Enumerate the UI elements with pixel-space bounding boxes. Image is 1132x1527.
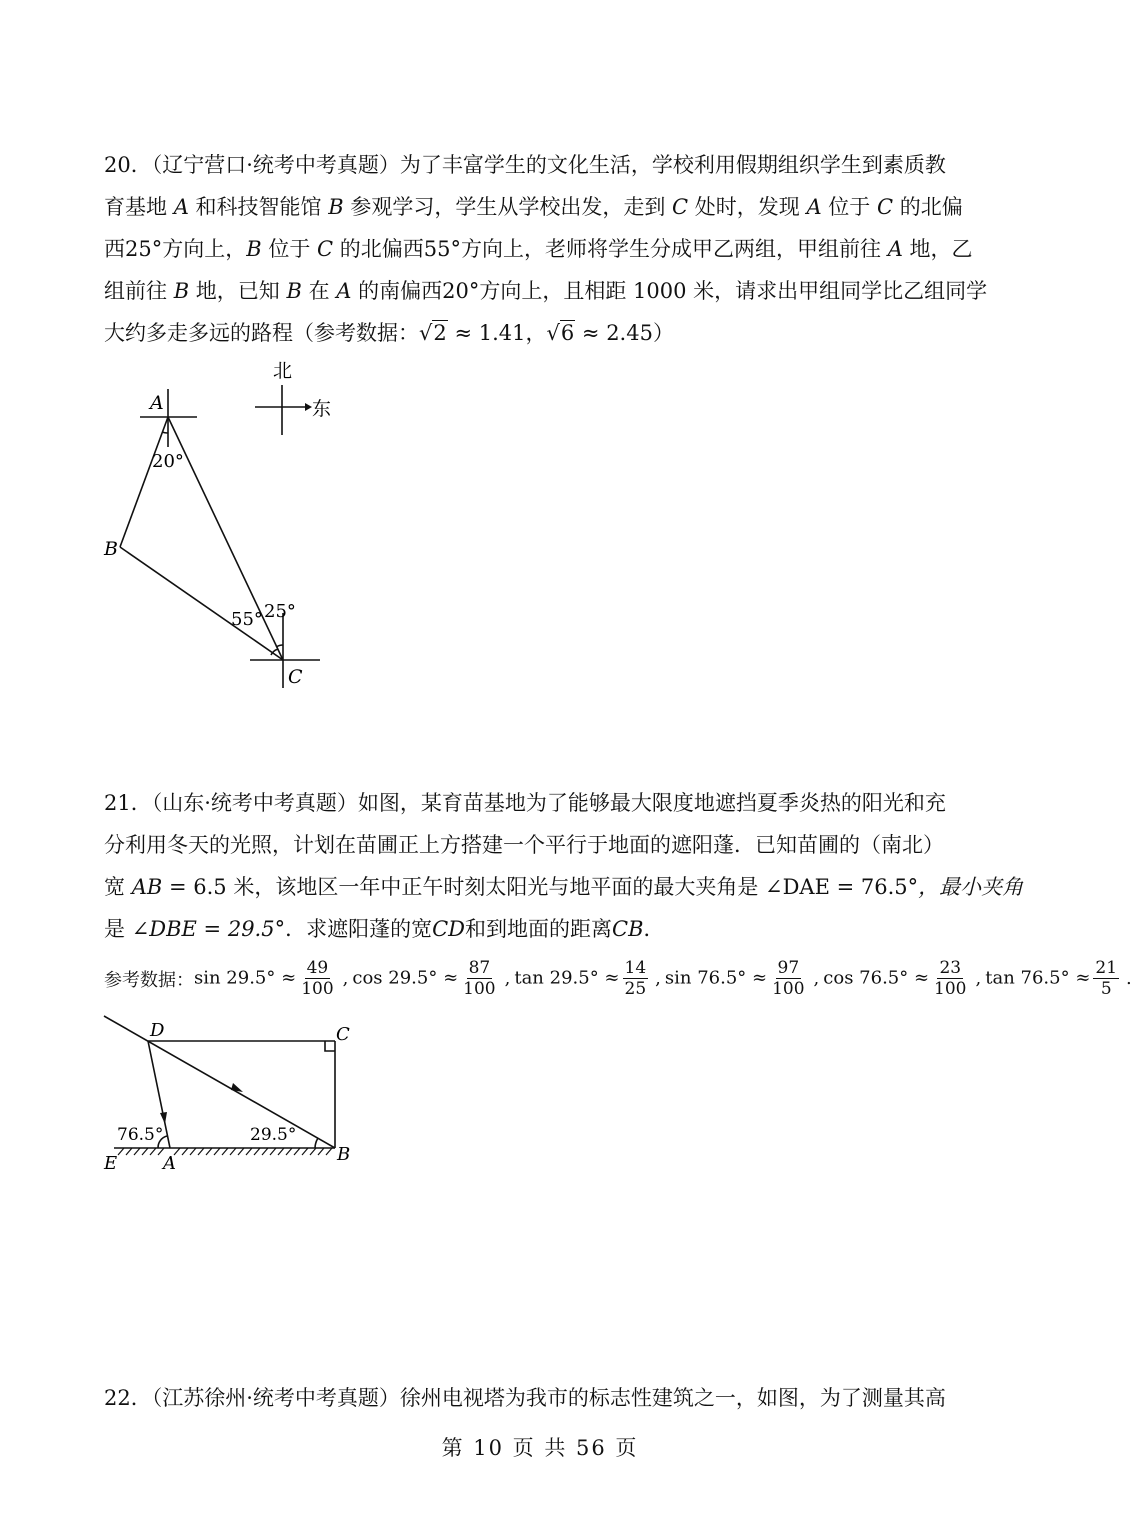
numerator: 14	[624, 958, 647, 978]
q21-var: AB	[131, 875, 163, 899]
fraction	[623, 958, 649, 999]
question-21	[104, 782, 1024, 950]
q20-t: 育基地	[104, 195, 174, 219]
q21-var: CB	[612, 917, 644, 941]
label-a: A	[163, 1153, 176, 1174]
q20-t: ≈ 1.41，	[447, 321, 547, 345]
page-footer: 第 10 页 共 56 页	[441, 1436, 639, 1460]
ref-fn: cos 76.5° ≈	[823, 967, 930, 989]
ref-fn: sin 29.5° ≈	[194, 967, 297, 989]
segment-bc	[120, 547, 283, 660]
radicand: 6	[560, 321, 575, 345]
q20-number: 20	[104, 153, 131, 177]
q21-t: 是	[104, 917, 132, 941]
radicand: 2	[433, 321, 447, 345]
ref-fn: tan 29.5° ≈	[514, 967, 620, 989]
q21-math: ∠DBE = 29.5°	[131, 917, 286, 941]
q20-t: 的南偏西20°方向上，且相距 1000 米，请求出甲组同学比乙组同学	[351, 279, 988, 303]
label-e: E	[104, 1153, 118, 1174]
arrow-icon	[231, 1083, 243, 1092]
denominator: 100	[934, 979, 967, 999]
q21-line-4	[104, 908, 984, 950]
q21-source: （山东·统考中考真题）	[151, 791, 358, 815]
q20-var: C	[672, 195, 689, 219]
ref-item	[985, 958, 1122, 999]
angle-label-c1: 55°	[231, 609, 263, 630]
fraction	[932, 958, 968, 999]
q22-line-1: 22．（江苏徐州·统考中考真题）徐州电视塔为我市的标志性建筑之一，如图，为了测量其高	[104, 1386, 946, 1410]
q21-figure	[100, 1012, 370, 1177]
label-b: B	[337, 1144, 351, 1165]
question-22	[104, 1377, 984, 1419]
fraction	[1093, 958, 1119, 999]
q22-source: （江苏徐州·统考中考真题）	[151, 1386, 400, 1410]
compass-north-label: 北	[273, 360, 293, 382]
q21-t: ．	[643, 917, 665, 941]
label-b: B	[104, 538, 118, 560]
ref-item	[514, 958, 651, 999]
separator: ,	[504, 968, 511, 989]
ref-end: .	[1126, 968, 1132, 989]
q21-t: 和到地面的距离	[465, 917, 612, 941]
q20-t: 和科技智能馆	[188, 195, 329, 219]
q21-text-1: 如图，某育苗基地为了能够最大限度地遮挡夏季炎热的阳光和充	[357, 791, 946, 815]
denominator: 25	[624, 979, 647, 999]
ref-label: 参考数据：	[104, 969, 194, 991]
arrow-icon	[160, 1112, 167, 1124]
numerator: 49	[306, 958, 329, 978]
q20-var: B	[173, 279, 190, 303]
q20-t: 位于	[261, 237, 318, 261]
compass-arrow-icon	[305, 403, 312, 411]
segment-ac	[168, 417, 283, 660]
separator: ,	[655, 968, 661, 989]
question-20	[104, 144, 988, 354]
q20-t: 参观学习，学生从学校出发，走到	[343, 195, 673, 219]
denominator: 100	[301, 979, 334, 999]
ref-item	[823, 958, 971, 999]
q20-var: A	[887, 237, 903, 261]
q20-line-2	[104, 186, 984, 228]
q21-line-2: 分利用冬天的光照，计划在苗圃正上方搭建一个平行于地面的遮阳蓬．已知苗圃的（南北）	[104, 833, 944, 857]
q21-t: = 6.5 米，该地区一年中正午时刻太阳光与地平面的最大夹角是	[162, 875, 765, 899]
numerator: 87	[468, 958, 491, 978]
angle-label-a: 20°	[152, 451, 184, 472]
ref-fn: tan 76.5° ≈	[985, 967, 1091, 989]
q21-var: CD	[432, 917, 465, 941]
fraction	[770, 958, 806, 999]
q20-t: 组前往	[104, 279, 174, 303]
q20-t: 位于	[821, 195, 877, 219]
q20-var: C	[876, 195, 894, 219]
label-d: D	[150, 1020, 165, 1041]
q21-math: ，最小夹角	[918, 875, 1024, 899]
q20-var: A	[173, 195, 189, 219]
q20-figure	[100, 355, 360, 695]
q20-t: 地，乙	[902, 237, 973, 261]
q20-t: 地，已知	[189, 279, 287, 303]
angle-label-a: 76.5°	[117, 1125, 164, 1145]
ref-item	[352, 958, 500, 999]
denominator: 100	[463, 979, 496, 999]
q22-text-1: 徐州电视塔为我市的标志性建筑之一，如图，为了测量其高	[399, 1386, 946, 1410]
ref-item	[194, 958, 339, 999]
fraction	[461, 958, 497, 999]
ref-fn: sin 76.5° ≈	[664, 967, 768, 989]
q20-t: 的北偏	[893, 195, 963, 219]
q21-t: ．求遮阳蓬的宽	[285, 917, 433, 941]
angle-arc-a	[162, 432, 168, 433]
q21-t: 宽	[104, 875, 132, 899]
q20-t: 的北偏西55°方向上，老师将学生分成甲乙两组，甲组前往	[333, 237, 888, 261]
q20-var: B	[246, 237, 262, 261]
label-c: C	[336, 1024, 350, 1045]
numerator: 97	[777, 958, 800, 978]
q20-t: 西25°方向上，	[104, 237, 247, 261]
q20-t: 在	[301, 279, 337, 303]
denominator: 100	[772, 979, 805, 999]
q21-line-3	[104, 866, 1024, 908]
numerator: 21	[1095, 958, 1118, 978]
sqrt-6: √6	[546, 321, 575, 345]
separator: ,	[342, 968, 349, 989]
q21-reference-data	[104, 958, 1132, 999]
q20-source: （辽宁营口·统考中考真题）	[151, 153, 400, 177]
label-a: A	[150, 392, 164, 414]
q20-var: A	[336, 279, 352, 303]
angle-arc-c2	[276, 645, 283, 647]
ground-hatching	[118, 1148, 332, 1155]
angle-arc-b	[315, 1138, 318, 1148]
q21-number: 21	[104, 791, 131, 815]
angle-label-c2: 25°	[264, 601, 296, 622]
q21-t: ∠DAE = 76.5°	[765, 875, 919, 899]
angle-label-b: 29.5°	[250, 1125, 297, 1145]
separator: ,	[813, 968, 820, 989]
sqrt-2: √2	[419, 321, 447, 345]
q20-t: ≈ 2.45）	[575, 321, 674, 345]
q20-text-1: 为了丰富学生的文化生活，学校利用假期组织学生到素质教	[399, 153, 946, 177]
right-angle-mark	[325, 1041, 335, 1051]
ref-item	[665, 958, 810, 999]
q22-number: 22	[104, 1386, 131, 1410]
q20-line-5	[104, 312, 984, 354]
q20-line-1: 20．（辽宁营口·统考中考真题）为了丰富学生的文化生活，学校利用假期组织学生到素质教	[104, 153, 946, 177]
ref-fn: cos 29.5° ≈	[352, 967, 459, 989]
q20-line-4	[104, 270, 988, 312]
denominator: 5	[1100, 979, 1112, 999]
q20-t: 处时，发现	[688, 195, 807, 219]
q20-t: 大约多走多远的路程（参考数据：	[104, 321, 419, 345]
q20-var: A	[806, 195, 822, 219]
separator: ,	[975, 968, 982, 989]
label-c: C	[288, 666, 303, 688]
compass-east-label: 东	[312, 398, 332, 420]
q20-line-3	[104, 228, 984, 270]
q20-var: B	[286, 279, 302, 303]
numerator: 23	[939, 958, 962, 978]
segment-ab	[120, 417, 168, 547]
q20-var: C	[317, 237, 334, 261]
q21-line-1: 21．（山东·统考中考真题）如图，某育苗基地为了能够最大限度地遮挡夏季炎热的阳光和充	[104, 791, 946, 815]
fraction	[299, 958, 335, 999]
q20-var: B	[328, 195, 344, 219]
